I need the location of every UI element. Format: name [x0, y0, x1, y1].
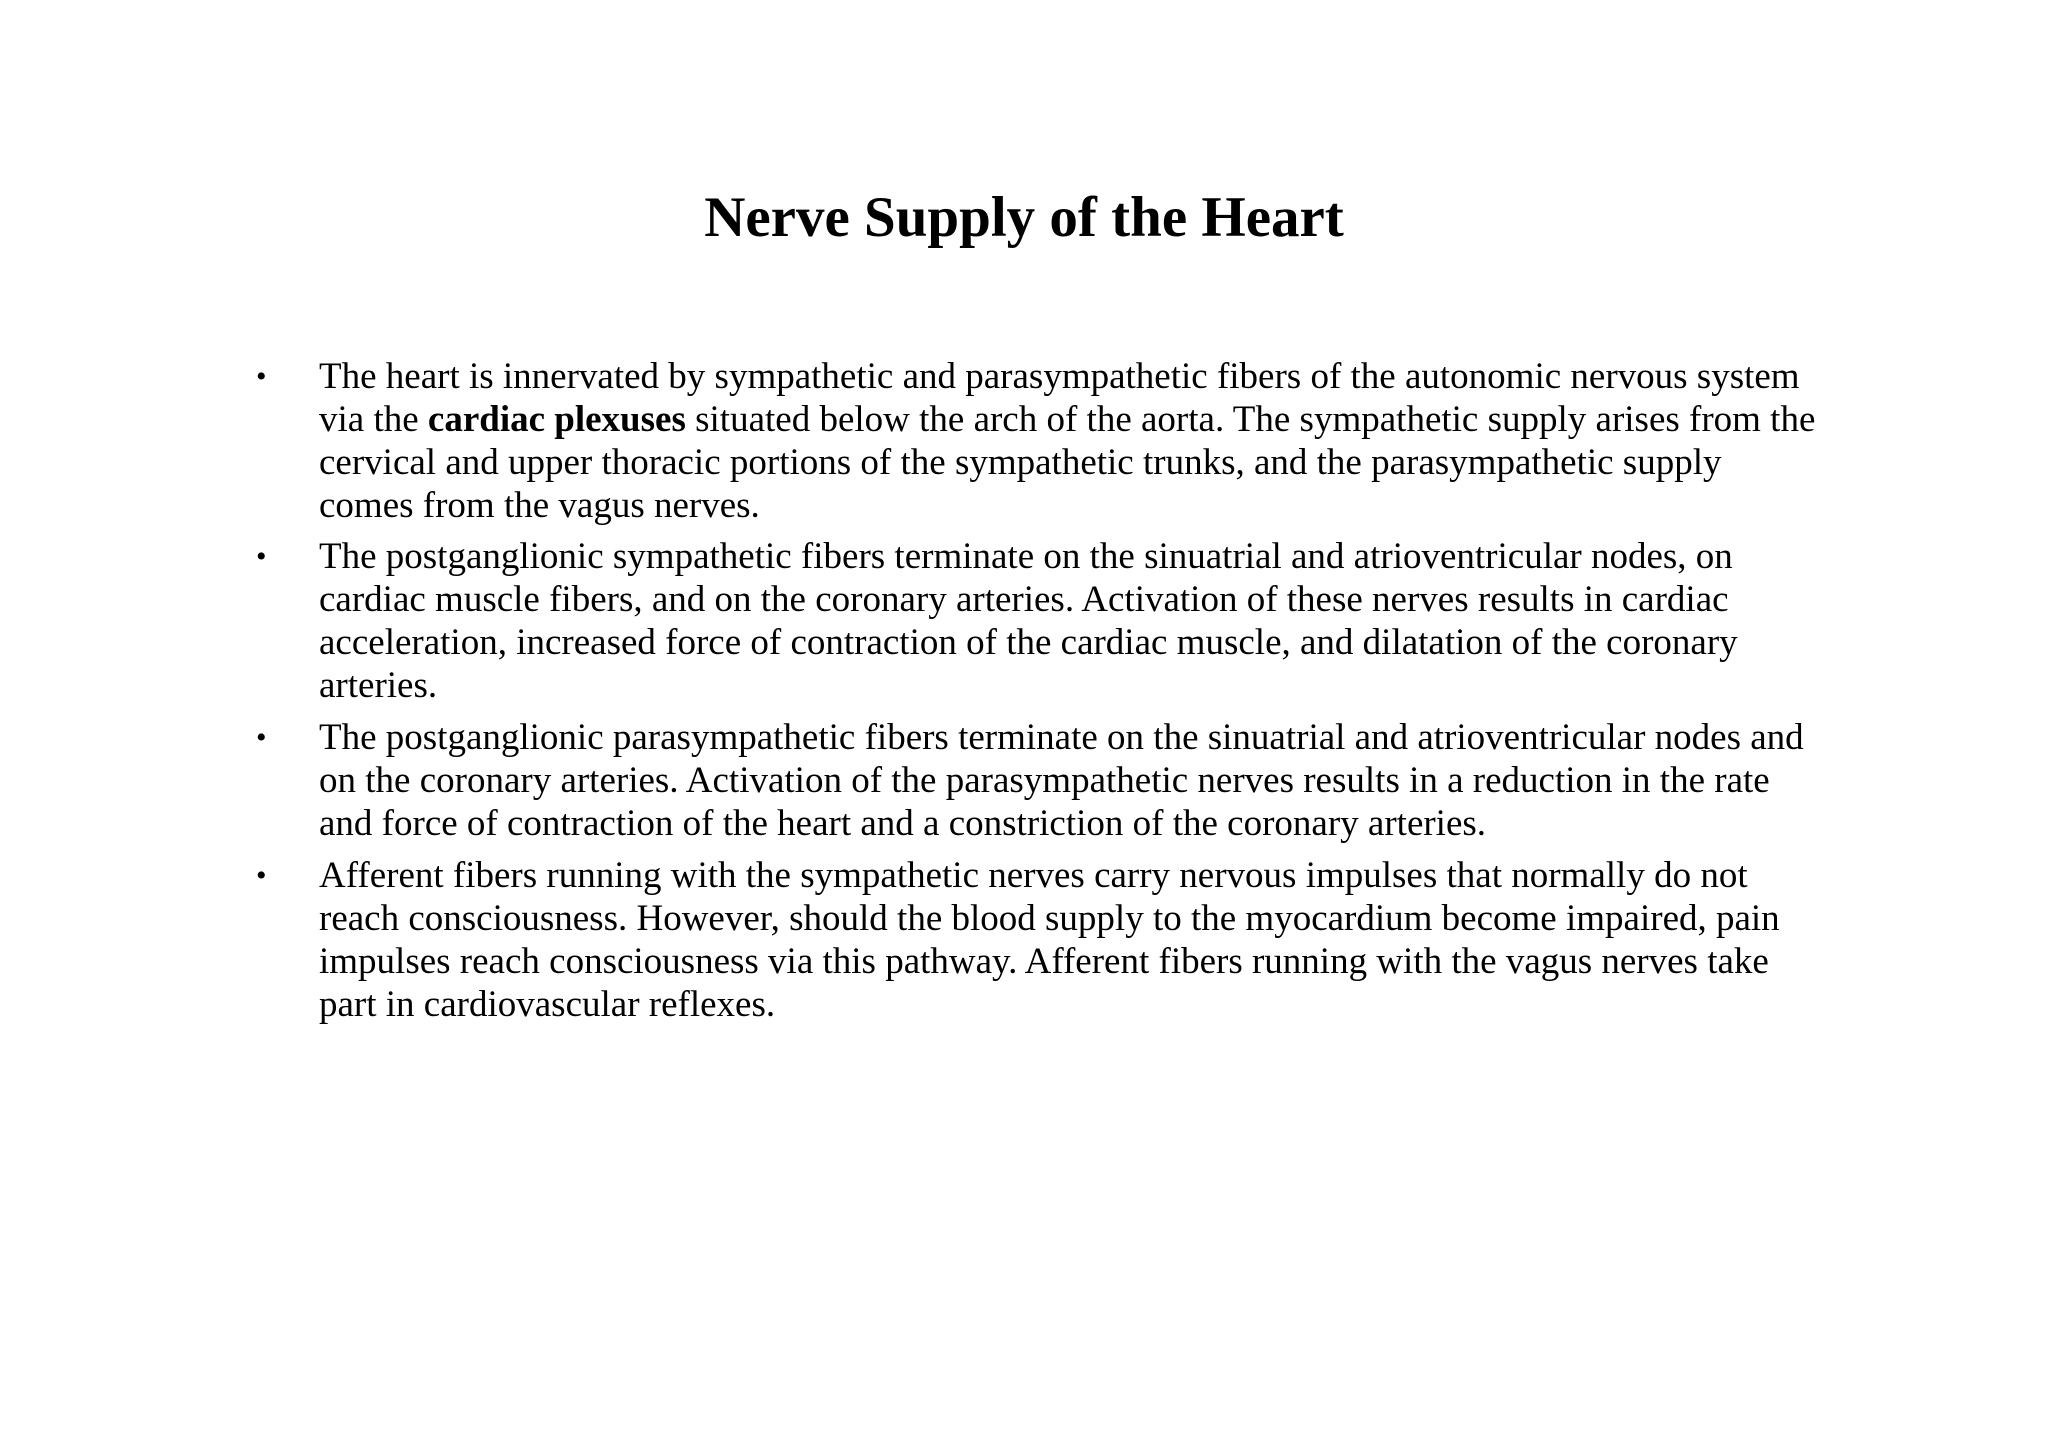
bullet-item: [256, 355, 1816, 527]
bullet-marker: •: [256, 859, 267, 892]
bullet-text: The postganglionic parasympathetic fibers terminate on the sinuatrial and atrioventricular nodes and on the coronary arteries. Activation of the parasympathetic nerves results in a reduction in the rate and force of contraction of the heart and a constriction of the coronary arteries.: [319, 717, 1804, 844]
bullet-list: [256, 355, 1816, 1026]
bullet-text: Afferent fibers running with the sympathetic nerves carry nervous impulses that normally do not reach consciousness. However, should the blood supply to the myocardium become impaired, pain impulses reach consciousness via this pathway. Afferent fibers running with the vagus nerves take part in cardiovascular reflexes.: [319, 855, 1780, 1025]
bullet-text: situated below the arch of the aorta. The sympathetic supply arises from the cervical and upper thoracic portions of the sympathetic trunks, and the parasympathetic supply comes from the vagus nerves.: [319, 399, 1816, 526]
bullet-text: The postganglionic sympathetic fibers terminate on the sinuatrial and atrioventricular nodes, on cardiac muscle fibers, and on the coronary arteries. Activation of these nerves results in cardiac acceleration, increased force of contraction of the cardiac muscle, and dilatation of the coronary arteries.: [319, 536, 1738, 706]
bullet-item: [256, 854, 1816, 1026]
slide-title: Nerve Supply of the Heart: [704, 186, 1344, 249]
bullet-item: [256, 716, 1816, 845]
bullet-marker: •: [256, 360, 267, 393]
bullet-item: [256, 535, 1816, 707]
bullet-bold-term: cardiac plexuses: [427, 399, 686, 440]
bullet-text: The heart is innervated by sympathetic and parasympathetic fibers of the autonomic nervous system via the: [319, 356, 1800, 440]
bullet-marker: •: [256, 721, 267, 754]
bullet-marker: •: [256, 540, 267, 573]
